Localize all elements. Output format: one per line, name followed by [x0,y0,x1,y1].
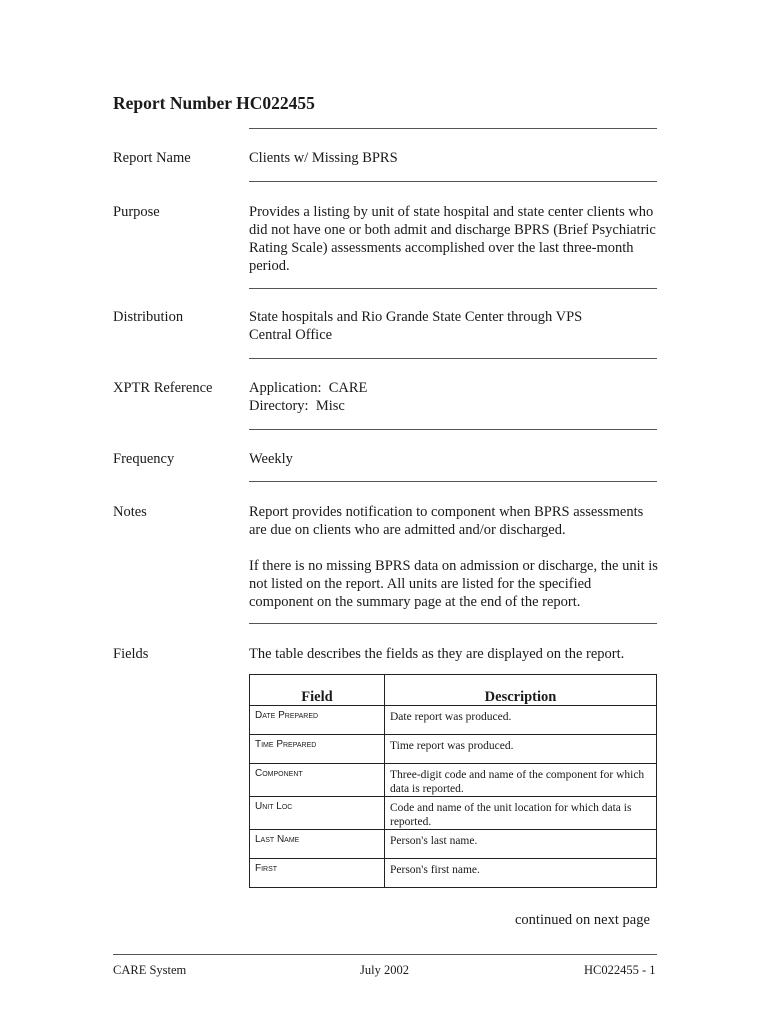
field-description: Three-digit code and name of the component for which data is reported. [385,764,657,797]
table-row [250,830,657,859]
field-column-header: Field [301,689,333,705]
notes-label: Notes [113,504,147,520]
field-name: Date Prepared [250,706,385,735]
fields-label: Fields [113,646,149,662]
fields-intro: The table describes the fields as they are displayed on the report. [249,646,625,662]
xptr-directory: Directory: Misc [249,398,345,414]
description-column-header: Description [385,675,657,706]
field-description: Time report was produced. [385,735,657,764]
field-name: First [250,859,385,888]
field-description: Person's last name. [385,830,657,859]
xptr-application: Application: CARE [249,380,368,396]
xptr-value [249,379,659,415]
field-description: Date report was produced. [385,706,657,735]
footer-date: July 2002 [360,963,409,977]
field-name: Time Prepared [250,735,385,764]
xptr-label: XPTR Reference [113,380,213,396]
report-title: Report Number HC022455 [113,93,315,113]
frequency-label: Frequency [113,451,175,467]
table-row [250,735,657,764]
notes-paragraph-1: Report provides notification to component when BPRS assessments are due on clients who are admitted and/or discharged. [249,504,644,538]
table-header-row [250,675,657,706]
field-name: Unit Loc [250,797,385,830]
table-row [250,797,657,830]
field-description: Person's first name. [385,859,657,888]
divider [249,128,657,129]
distribution-label: Distribution [113,309,184,325]
notes-value [249,503,659,611]
notes-paragraph-2: If there is no missing BPRS data on admission or discharge, the unit is not listed on the report. All units are listed for the specified component on the summary page at the end of the report. [249,558,658,610]
footer-page-number: HC022455 - 1 [584,963,656,977]
table-row [250,859,657,888]
footer-system: CARE System [113,963,187,977]
divider [249,288,657,289]
report-name-label: Report Name [113,150,191,166]
field-name: Component [250,764,385,797]
divider [249,429,657,430]
continued-note: continued on next page [515,912,650,928]
divider [249,358,657,359]
purpose-label: Purpose [113,204,160,220]
fields-table [249,674,657,888]
report-name-value: Clients w/ Missing BPRS [249,150,398,166]
field-name: Last Name [250,830,385,859]
frequency-value: Weekly [249,451,293,467]
divider [249,181,657,182]
divider [249,623,657,624]
purpose-value: Provides a listing by unit of state hospital and state center clients who did not have one or both admit and discharge BPRS (Brief Psychiatric Rating Scale) assessments accomplished over the last three-month period. [249,204,656,274]
footer-divider [113,954,657,955]
divider [249,481,657,482]
table-row [250,706,657,735]
distribution-value: State hospitals and Rio Grande State Center through VPS Central Office [249,309,583,343]
field-description: Code and name of the unit location for which data is reported. [385,797,657,830]
table-row [250,764,657,797]
